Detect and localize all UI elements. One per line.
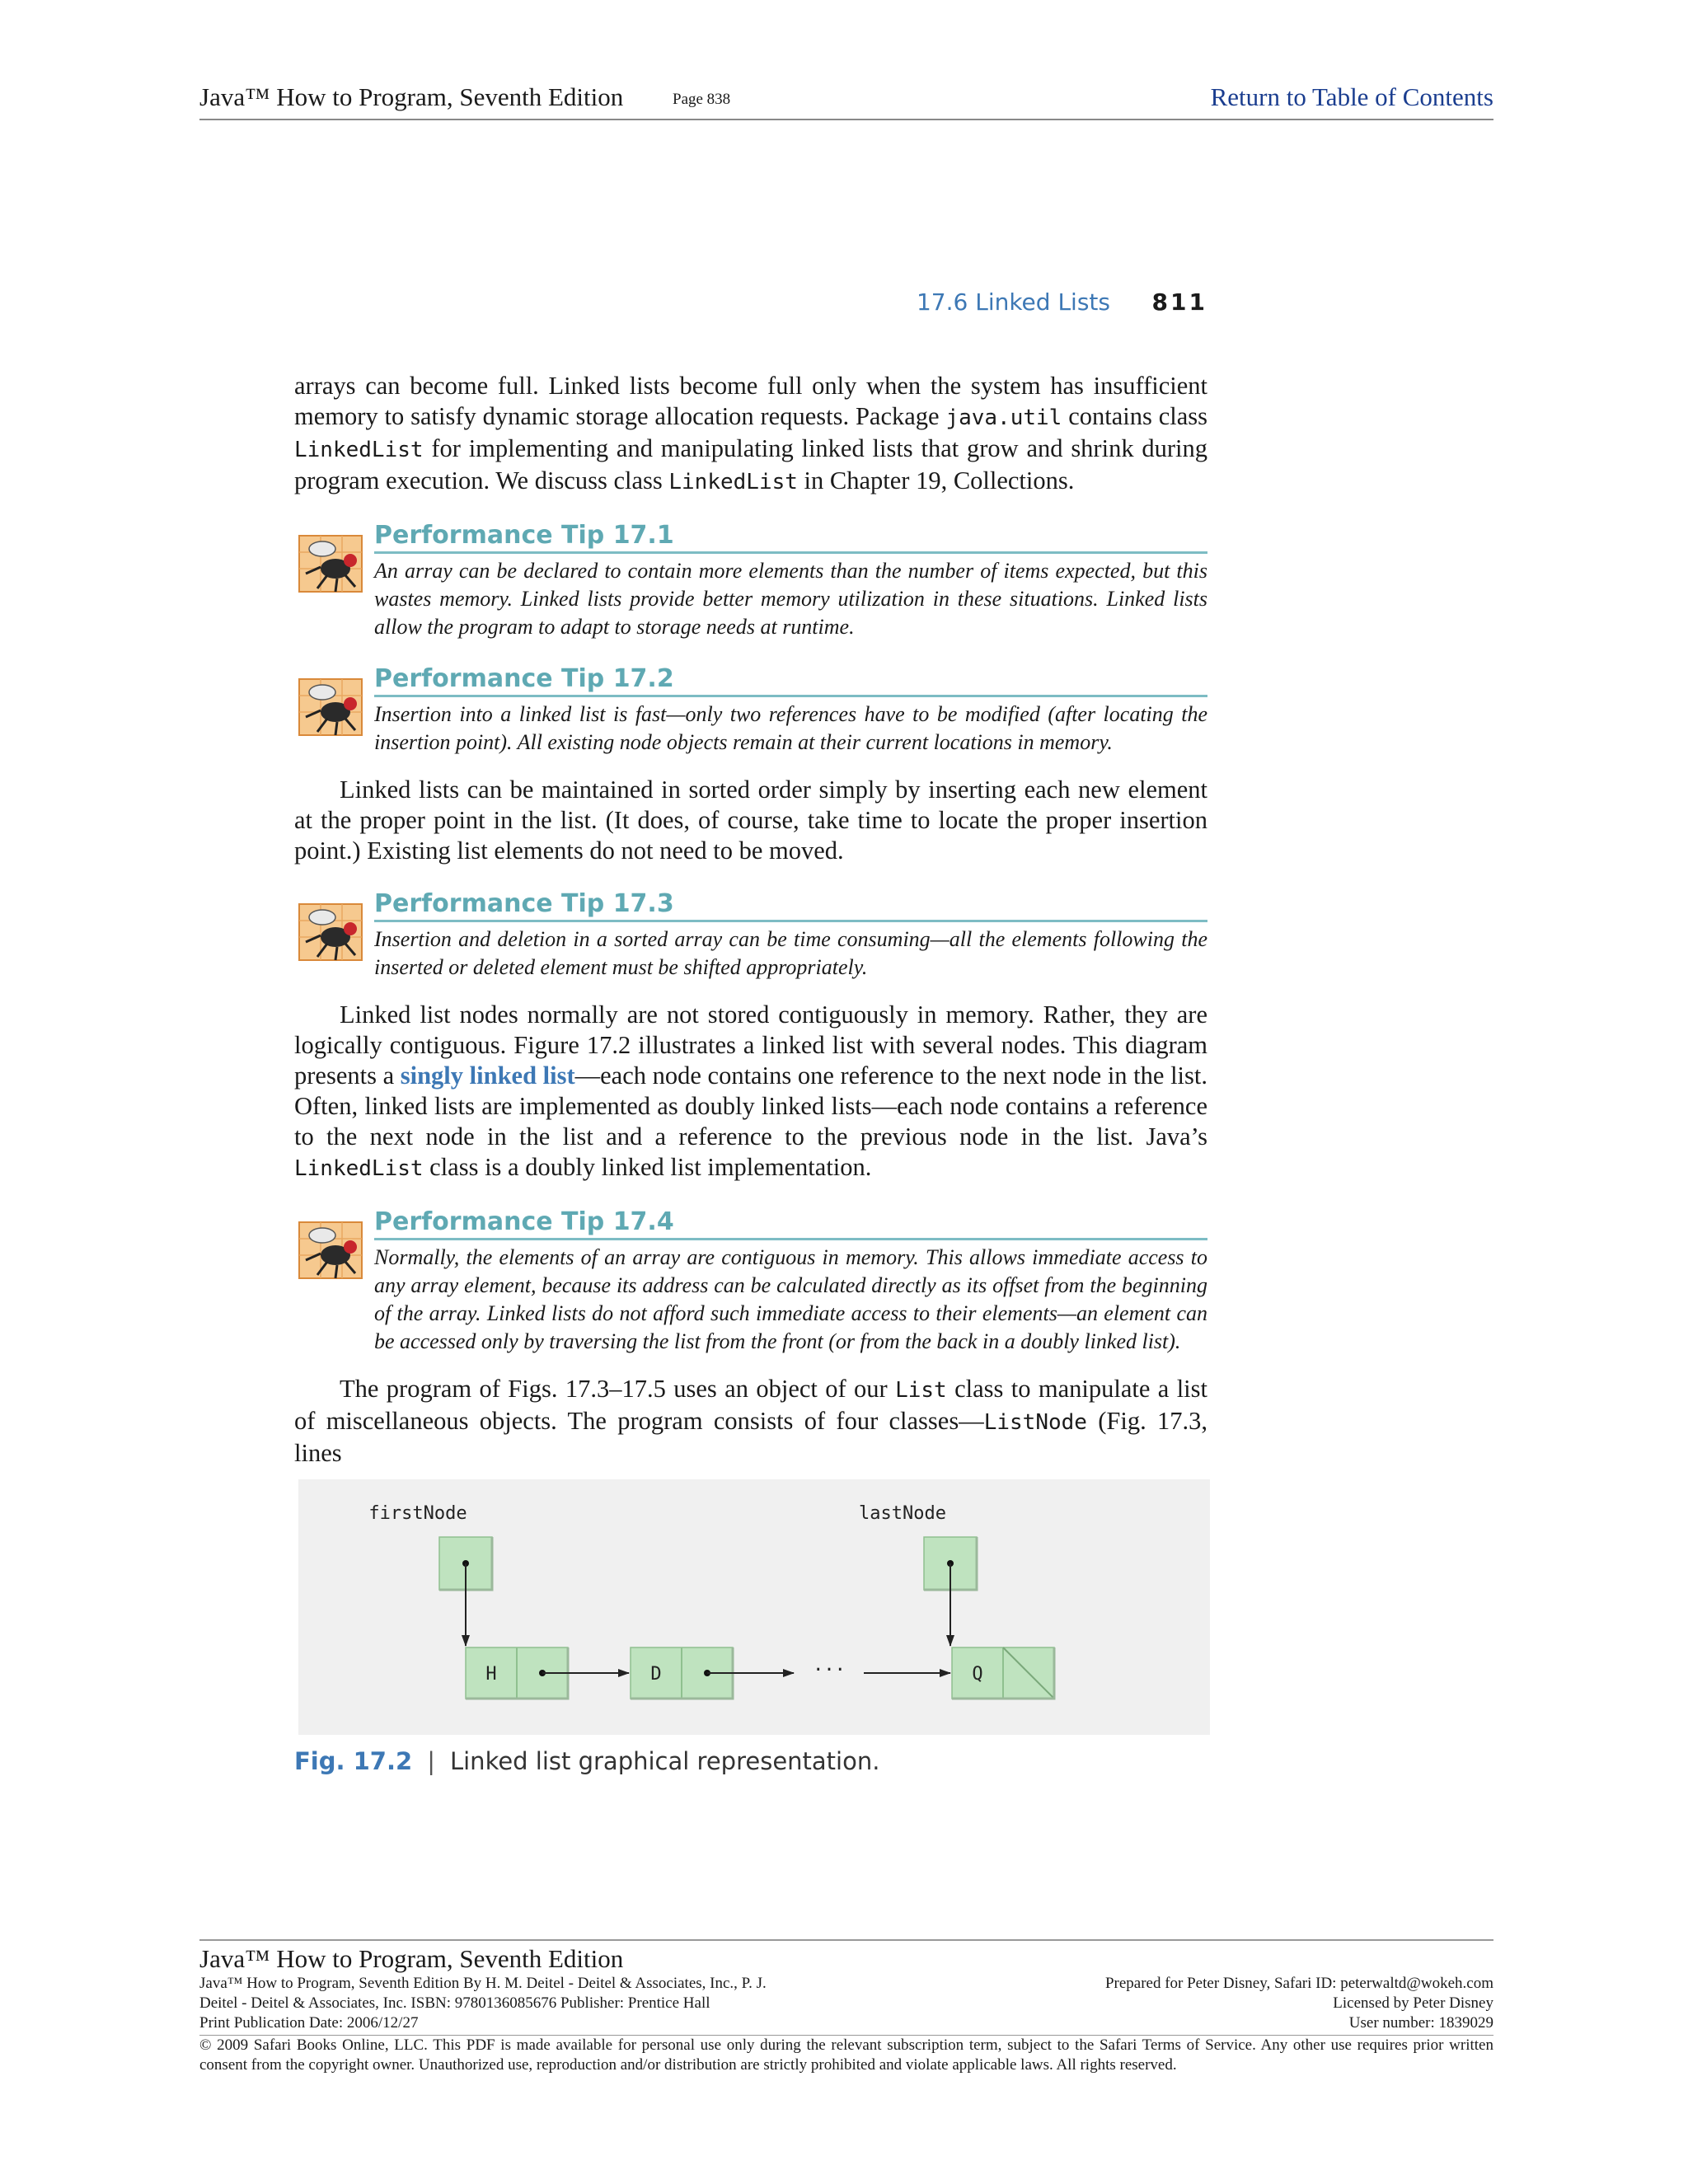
tip-title: Performance Tip 17.3 [374,889,1207,922]
paragraph-4 [294,1374,1207,1469]
performance-bug-icon [298,899,365,963]
return-to-toc-link[interactable]: Return to Table of Contents [1210,82,1493,111]
text-run: in Chapter 19, Collections. [797,466,1075,494]
last-node-label: lastNode [859,1503,946,1524]
node-data: D [650,1664,662,1685]
performance-bug-icon [298,674,365,738]
footer-right: User number: 1839029 [1348,2014,1493,2032]
tip-title: Performance Tip 17.4 [374,1207,1207,1240]
footer-left: Java™ How to Program, Seventh Edition By H. M. Deitel - Deitel & Associates, Inc., P. J. [199,1975,767,1992]
text-run: contains class [1062,402,1207,430]
code-run: LinkedList [294,1156,424,1181]
running-head-section: 17.6 Linked Lists [916,288,1110,316]
footer-row [199,1994,1493,2013]
copyright-notice: © 2009 Safari Books Online, LLC. This PDF is made available for personal use only during the relevant subscription term, subject to the Safari Terms of Service. Any other use requires prior written consent from the copyright owner. Unauthorized use, reproduction and/or distribution are strictly prohibited and violate applicable laws. All rights reserved. [199,2036,1493,2074]
code-run: ListNode [983,1410,1087,1435]
performance-tip-4 [294,1207,1207,1356]
tip-text: Insertion into a linked list is fast—only two references have to be modified (after locating the insertion point). All existing node objects remain at their current locations in memory. [374,702,1207,754]
figure-caption [294,1747,879,1775]
performance-tip-3 [294,889,1207,982]
performance-bug-icon [298,531,365,595]
figure-number: Fig. 17.2 [294,1747,413,1775]
footer-row [199,2013,1493,2033]
text-run: (Fig. 17.3, lines [294,1407,1207,1467]
figure-caption-text: Linked list graphical representation. [449,1747,880,1775]
performance-tip-1 [294,521,1207,641]
paragraph-1 [294,371,1207,498]
linked-list-diagram [298,1479,1210,1735]
footer-title: Java™ How to Program, Seventh Edition [199,1944,624,1973]
footer-left: Deitel - Deitel & Associates, Inc. ISBN: 9780136085676 Publisher: Prentice Hall [199,1994,710,2012]
node-data: H [485,1664,497,1685]
code-run: java.util [945,405,1062,430]
caption-separator: | [427,1747,435,1775]
list-node [952,1647,1054,1699]
text-run: class to manipulate a list of miscellaneous objects. The program consists of four classes— [294,1375,1207,1435]
code-run: List [895,1378,947,1403]
performance-tip-2 [294,664,1207,757]
paragraph-2: Linked lists can be maintained in sorted order simply by inserting each new element at the proper point in the list. (It does, of course, take time to locate the proper insertion point.) Existing list elements do not need to be moved. [294,776,1207,865]
code-run: LinkedList [294,438,424,462]
footer-right: Prepared for Peter Disney, Safari ID: peterwaltd@wokeh.com [1104,1975,1493,1992]
text-run: arrays can become full. Linked lists become full only when the system has insufficient memory to satisfy dynamic storage allocation requests. Package [294,372,1207,430]
text-run: for implementing and manipulating linked lists that grow and shrink during program execution. We discuss class [294,434,1207,494]
tip-title: Performance Tip 17.2 [374,664,1207,697]
key-term: singly linked list [400,1062,575,1090]
top-header [199,76,1493,120]
text-run: Linked list nodes normally are not stored contiguously in memory. Rather, they are logically contiguous. Figure 17.2 illustrates a linked list with several nodes. This diagram presents a [294,1001,1207,1090]
text-run: The program of Figs. 17.3–17.5 uses an object of our [340,1375,896,1403]
node-data: Q [972,1664,983,1685]
book-title: Java™ How to Program, Seventh Edition [199,82,624,111]
linked-list-figure [298,1479,1210,1735]
text-run: class is a doubly linked list implementation. [423,1153,872,1181]
footer-right: Licensed by Peter Disney [1333,1994,1493,2012]
text-run: —each node contains one reference to the next node in the list. Often, linked lists are implemented as doubly linked lists—each node contains a reference to the next node in the list and a reference to the previous node in the list. Java’s [294,1062,1207,1151]
ellipsis: ··· [813,1660,846,1680]
tip-text: Normally, the elements of an array are contiguous in memory. This allows immediate access to any array element, because its address can be calculated directly as its offset from the beginning of the array. Linked lists do not afford such immediate access to their elements—an element can be accessed only by traversing the list from the front (or from the back in a doubly linked list). [374,1245,1207,1353]
running-head [294,288,1207,321]
footer-left: Print Publication Date: 2006/12/27 [199,2014,419,2032]
code-run: LinkedList [668,470,798,494]
performance-bug-icon [298,1217,365,1282]
running-head-page-number: 811 [1151,288,1207,316]
paragraph-3 [294,1000,1207,1184]
footer-row [199,1974,1493,1994]
tip-text: Insertion and deletion in a sorted array can be time consuming—all the elements following the inserted or deleted element must be shifted appropriately. [374,927,1207,979]
page-label: Page 838 [673,91,731,108]
page-content [294,371,1207,1469]
first-node-label: firstNode [368,1503,467,1524]
tip-text: An array can be declared to contain more elements than the number of items expected, but this wastes memory. Linked lists provide better memory utilization in these situations. Linked lists allow the program to adapt to storage needs at runtime. [374,559,1207,639]
tip-title: Performance Tip 17.1 [374,521,1207,554]
page-footer [199,1939,1493,2075]
